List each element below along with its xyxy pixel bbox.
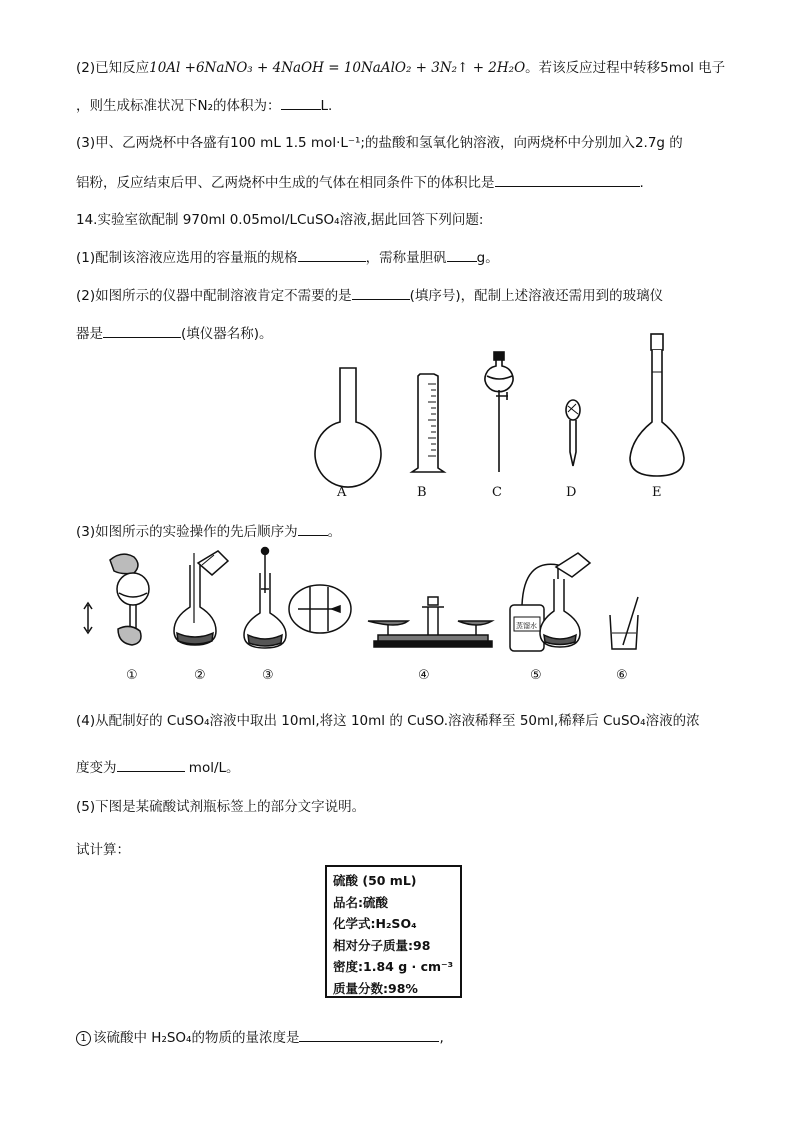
reagent-label-line-1: 硫酸 (50 mL) [333, 873, 417, 888]
add-dropwise-icon [244, 548, 351, 649]
q14-p3-suffix: 。 [327, 524, 342, 540]
q14-p1-suffix: g。 [476, 250, 499, 266]
answer-blank[interactable] [299, 1027, 439, 1042]
answer-blank[interactable] [298, 247, 366, 262]
shaking-flask-icon [84, 554, 149, 645]
reagent-label-line-3: 化学式:H₂SO₄ [333, 916, 417, 931]
step-label-1: ① [126, 668, 138, 683]
q14-p2-line2 [76, 323, 273, 344]
q14-p1-mid: ，需称量胆矾 [365, 250, 447, 266]
q14-p5: (5)下图是某硫酸试剂瓶标签上的部分文字说明。 [76, 799, 366, 815]
q2-suffix: 。若该反应过程中转移5mol 电子 [525, 60, 726, 76]
reagent-label-line-4: 相对分子质量:98 [333, 937, 431, 953]
pour-with-rod-icon [174, 551, 228, 645]
q2-equation: 10Al +6NaNO₃ + 4NaOH = 10NaAlO₂ + 3N₂↑ + 2H₂O [149, 60, 526, 76]
step-label-4: ④ [418, 668, 430, 683]
q14-p4-line2 [76, 757, 240, 778]
q14-p1-prefix: (1)配制该溶液应选用的容量瓶的规格 [76, 250, 298, 266]
instruments-figure [300, 330, 720, 510]
q3-line1: (3)甲、乙两烧杯中各盛有100 mL 1.5 mol·L⁻¹;的盐酸和氢氧化钠溶液，向两烧杯中分别加入2.7g 的 [76, 135, 683, 151]
steps-figure [78, 545, 668, 660]
instrument-label-d: D [566, 485, 577, 500]
q2-line2 [76, 95, 332, 116]
q14-sub1 [76, 1027, 444, 1048]
q3-line2 [76, 172, 644, 193]
answer-blank[interactable] [352, 285, 410, 300]
q14-calc: 试计算： [76, 842, 130, 858]
answer-blank[interactable] [103, 323, 181, 338]
q2-line2-suffix: L. [320, 98, 333, 114]
separatory-funnel-icon [485, 352, 513, 472]
step-label-6: ⑥ [616, 668, 628, 683]
step-label-5: ⑤ [530, 668, 542, 683]
bottle-label-text: 蒸馏水 [516, 622, 537, 630]
q14-p4-line2-suffix: mol/L。 [184, 760, 240, 776]
dropper-icon [566, 400, 580, 466]
step-label-3: ③ [262, 668, 274, 683]
q14-p2-prefix: (2)如图所示的仪器中配制溶液肯定不需要的是 [76, 288, 352, 304]
q14-p2-line2-suffix: (填仪器名称)。 [181, 326, 273, 342]
q14-p4-line2-prefix: 度变为 [76, 760, 117, 776]
balance-scale-icon [368, 597, 492, 647]
answer-blank[interactable] [281, 95, 321, 110]
q14-p1 [76, 247, 499, 268]
instrument-label-e: E [652, 485, 662, 500]
instrument-label-c: C [492, 485, 502, 500]
reagent-label-line-2: 品名:硫酸 [333, 894, 388, 910]
q14-p2-line1 [76, 285, 663, 306]
q14-sub1-suffix: , [439, 1030, 444, 1046]
instrument-label-a: A [337, 485, 347, 500]
q14-p2-line2-prefix: 器是 [76, 326, 103, 342]
graduated-cylinder-icon [412, 374, 444, 472]
reagent-label [325, 865, 462, 998]
q3-line2-suffix: . [639, 175, 644, 191]
sub1-number: 1 [76, 1031, 91, 1046]
q14-p3-prefix: (3)如图所示的实验操作的先后顺序为 [76, 524, 298, 540]
reagent-label-line-5: 密度:1.84 g · cm⁻³ [333, 959, 454, 974]
round-bottom-flask-icon [315, 368, 381, 487]
q14-p3 [76, 521, 341, 542]
transfer-to-flask-icon [510, 553, 590, 651]
answer-blank[interactable] [117, 757, 185, 772]
q2-line2-prefix: ，则生成标准状况下N₂的体积为： [76, 98, 281, 114]
answer-blank[interactable] [495, 172, 640, 187]
q14-title: 14.实验室欲配制 970ml 0.05mol/LCuSO₄溶液,据此回答下列问题: [76, 212, 484, 228]
beaker-stirring-icon [610, 597, 638, 649]
q3-line2-prefix: 铝粉，反应结束后甲、乙两烧杯中生成的气体在相同条件下的体积比是 [76, 175, 495, 191]
q2-line1 [76, 58, 725, 78]
answer-blank[interactable] [298, 521, 328, 536]
reagent-label-line-6: 质量分数:98% [333, 980, 418, 996]
step-label-2: ② [194, 668, 206, 683]
q14-p2-mid: (填序号)，配制上述溶液还需用到的玻璃仪 [409, 288, 664, 304]
q14-p4-line1: (4)从配制好的 CuSO₄溶液中取出 10ml,将这 10ml 的 CuSO.溶液稀释至 50ml,稀释后 CuSO₄溶液的浓 [76, 713, 700, 729]
q14-sub1-prefix: 该硫酸中 H₂SO₄的物质的量浓度是 [93, 1030, 300, 1046]
answer-blank[interactable] [447, 247, 477, 262]
volumetric-flask-icon [630, 334, 684, 476]
instrument-label-b: B [417, 485, 427, 500]
q2-prefix: (2)已知反应 [76, 60, 150, 76]
